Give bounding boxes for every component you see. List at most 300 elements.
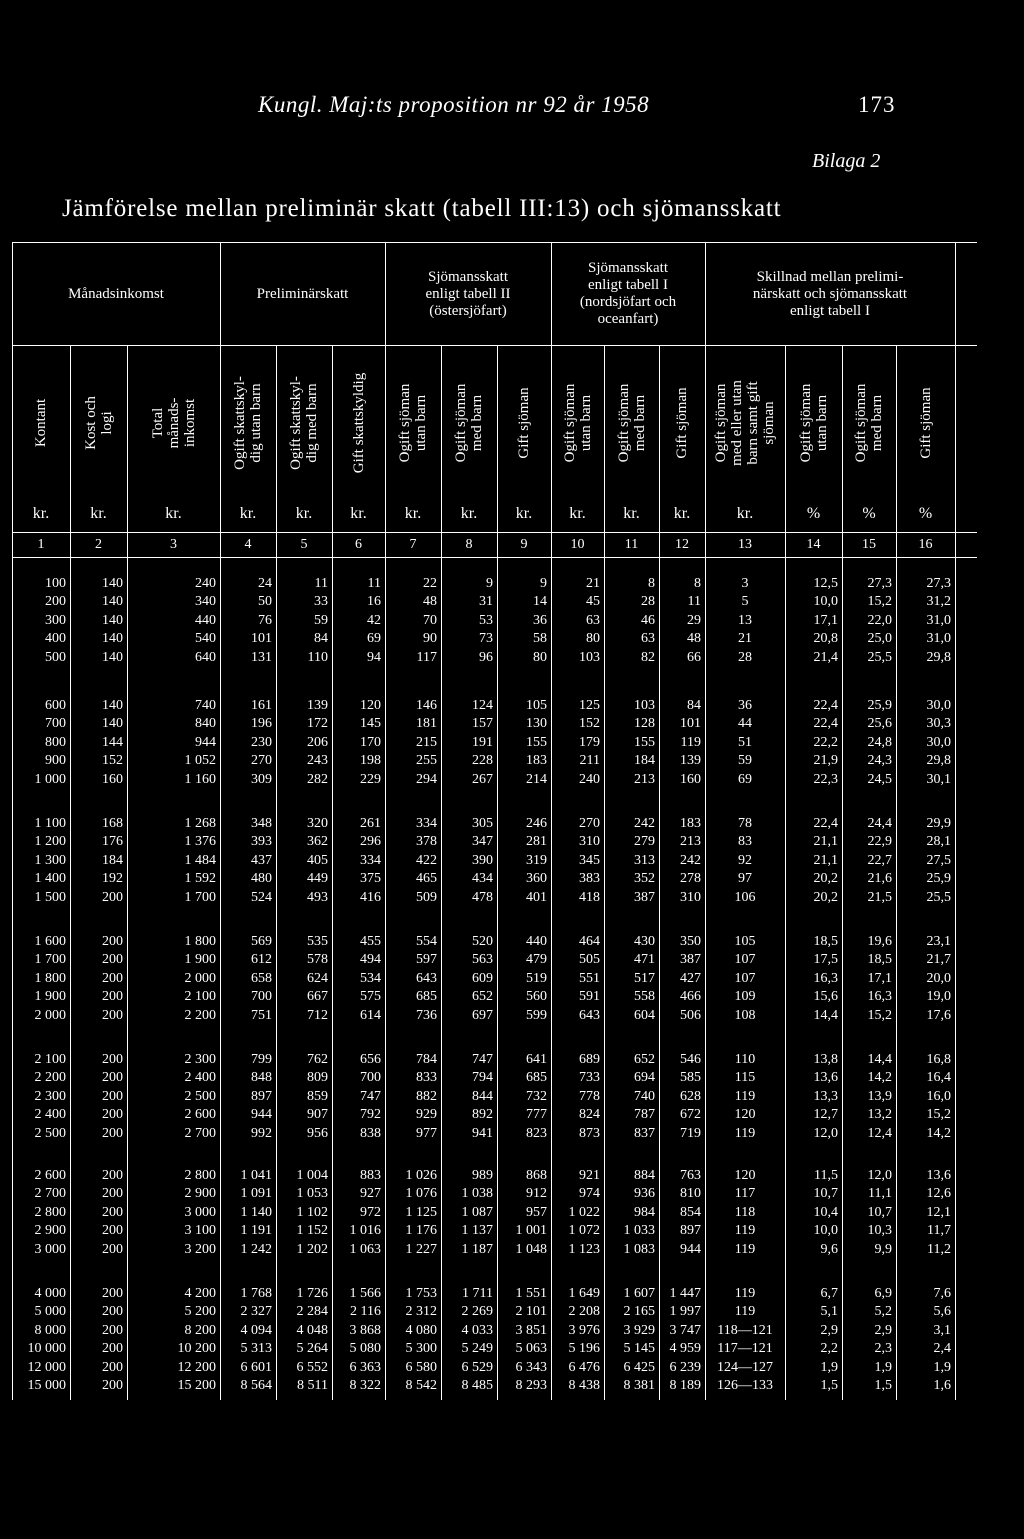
column-number: 14: [806, 537, 821, 552]
table-cell: 21,6: [867, 871, 892, 887]
table-cell: 1,6: [933, 1378, 951, 1393]
table-cell: 6 552: [296, 1359, 328, 1375]
table-cell: 51: [738, 734, 752, 750]
table-cell: 120: [734, 1107, 756, 1123]
table-cell: 1 711: [462, 1286, 493, 1301]
table-cell: 12,7: [813, 1107, 838, 1123]
table-cell: 16,0: [926, 1088, 951, 1104]
table-cell: 305: [472, 816, 493, 831]
column-header: [785, 346, 842, 500]
table-cell: 82: [641, 649, 655, 665]
table-cell: 200: [102, 1241, 123, 1257]
table-cell: 21,9: [813, 753, 838, 769]
table-cell: 418: [579, 889, 600, 905]
table-cell: 1 268: [184, 816, 216, 831]
table-cell: 957: [526, 1204, 547, 1220]
table-cell: 347: [472, 834, 493, 850]
table-cell: 118—121: [717, 1322, 773, 1338]
table-cell: 76: [258, 612, 272, 628]
table-cell: 140: [102, 612, 123, 628]
table-cell: 480: [251, 871, 272, 887]
table-cell: 200: [102, 1186, 123, 1202]
table-cell: 152: [102, 753, 123, 769]
table-cell: 53: [479, 612, 493, 628]
table-cell: 22,2: [813, 734, 838, 750]
table-cell: 9,9: [874, 1241, 892, 1257]
unit-label: kr.: [460, 505, 478, 522]
column-number: 16: [918, 537, 933, 552]
table-cell: 124—127: [717, 1359, 773, 1375]
table-cell: 110: [307, 649, 328, 665]
table-cell: 19,6: [867, 934, 892, 949]
table-cell: 12,0: [867, 1168, 892, 1183]
table-cell: 575: [360, 989, 381, 1005]
column-number: 1: [37, 537, 45, 552]
table-cell: 848: [251, 1070, 272, 1086]
table-cell: 191: [472, 734, 493, 750]
table-cell: 124: [472, 698, 493, 713]
table-cell: 1,5: [874, 1378, 892, 1393]
table-cell: 228: [472, 753, 493, 769]
table-cell: 200: [102, 1107, 123, 1123]
table-cell: 28: [738, 649, 752, 665]
table-cell: 558: [634, 989, 655, 1005]
column-header-label: Ogift skattskyl- dig med barn: [288, 376, 320, 470]
table-cell: 4 000: [34, 1286, 66, 1301]
table-cell: 140: [102, 576, 123, 591]
table-cell: 416: [360, 889, 381, 905]
table-cell: 22,4: [813, 816, 838, 831]
table-cell: 181: [416, 716, 437, 732]
table-cell: 118: [734, 1204, 756, 1220]
table-cell: 2 400: [184, 1070, 216, 1086]
table-cell: 119: [734, 1088, 756, 1104]
group-header: Sjömansskatt enligt tabell I (nordsjöfart och oceanfart): [579, 260, 677, 327]
table-cell: 784: [416, 1052, 437, 1067]
table-cell: 652: [472, 989, 493, 1005]
table-cell: 15,2: [867, 594, 892, 610]
table-cell: 509: [416, 889, 437, 905]
table-cell: 20,8: [813, 631, 838, 647]
table-cell: 184: [102, 852, 123, 868]
table-cell: 15 200: [177, 1378, 216, 1393]
table-cell: 25,0: [867, 631, 892, 647]
table-cell: 22: [423, 576, 437, 591]
table-cell: 868: [526, 1168, 547, 1183]
table-cell: 554: [416, 934, 437, 949]
table-cell: 1 048: [515, 1241, 547, 1257]
table-cell: 972: [360, 1204, 381, 1220]
column-header-label: Kontant: [33, 398, 49, 448]
table-cell: 200: [102, 1070, 123, 1086]
table-cell: 48: [423, 594, 437, 610]
table-cell: 2 700: [184, 1125, 216, 1141]
table-cell: 740: [195, 698, 216, 713]
table-cell: 3 868: [349, 1322, 381, 1338]
table-cell: 6,9: [874, 1286, 892, 1301]
column-header-label: Gift sjöman: [516, 387, 532, 459]
table-cell: 196: [251, 716, 272, 732]
table-cell: 5 000: [34, 1304, 66, 1320]
table-cell: 11,5: [814, 1168, 838, 1183]
page-number: 173: [858, 92, 896, 117]
table-cell: 84: [314, 631, 328, 647]
table-cell: 310: [579, 834, 600, 850]
table-cell: 6 363: [349, 1359, 381, 1375]
table-cell: 591: [579, 989, 600, 1005]
table-cell: 11: [314, 576, 328, 591]
table-cell: 873: [579, 1125, 600, 1141]
table-cell: 8: [694, 576, 701, 591]
table-cell: 840: [195, 716, 216, 732]
table-cell: 694: [634, 1070, 655, 1086]
table-cell: 1 200: [34, 834, 66, 850]
table-cell: 184: [634, 753, 655, 769]
column-number-rule-bottom: [12, 557, 977, 558]
table-cell: 3: [741, 576, 749, 591]
table-cell: 16: [367, 594, 381, 610]
table-cell: 944: [251, 1107, 272, 1123]
table-cell: 109: [734, 989, 756, 1005]
unit-label: kr.: [569, 505, 586, 522]
table-cell: 2 500: [34, 1125, 66, 1141]
table-cell: 1 052: [184, 753, 216, 769]
table-cell: 103: [579, 649, 600, 665]
table-cell: 534: [360, 970, 381, 986]
table-cell: 20,0: [926, 970, 951, 986]
table-cell: 14,4: [813, 1007, 838, 1023]
table-cell: 1 001: [515, 1223, 547, 1239]
table-cell: 390: [472, 852, 493, 868]
table-cell: 8 438: [568, 1378, 600, 1393]
table-cell: 3 747: [669, 1322, 701, 1338]
table-cell: 599: [526, 1007, 547, 1023]
table-cell: 200: [102, 934, 123, 949]
table-cell: 140: [102, 716, 123, 732]
table-cell: 23,1: [926, 934, 951, 949]
table-cell: 59: [738, 753, 752, 769]
table-cell: 92: [738, 852, 752, 868]
table-cell: 8 189: [669, 1378, 701, 1393]
table-cell: 240: [579, 771, 600, 787]
column-number: 8: [465, 537, 473, 552]
table-cell: 21: [586, 576, 600, 591]
table-cell: 1 753: [405, 1286, 437, 1301]
running-head: [0, 92, 1024, 122]
table-cell: 255: [416, 753, 437, 769]
table-cell: 944: [680, 1241, 701, 1257]
column-header: [896, 346, 955, 500]
column-number: 15: [862, 537, 876, 552]
table-cell: 119: [680, 734, 701, 750]
table-cell: 94: [367, 649, 381, 665]
table-cell: 4 094: [240, 1322, 272, 1338]
table-cell: 48: [687, 631, 701, 647]
table-cell: 614: [360, 1007, 381, 1023]
table-cell: 27,5: [926, 852, 951, 868]
table-cell: 200: [102, 1341, 123, 1357]
table-cell: 494: [360, 952, 381, 968]
table-cell: 794: [472, 1070, 493, 1086]
table-cell: 214: [526, 771, 547, 787]
unit-label: kr.: [239, 505, 257, 522]
table-cell: 643: [416, 970, 437, 986]
table-cell: 1,9: [933, 1359, 951, 1375]
table-cell: 50: [258, 594, 272, 610]
table-cell: 1 768: [240, 1286, 272, 1301]
table-cell: 29,8: [926, 753, 951, 769]
table-cell: 16,3: [813, 970, 838, 986]
table-cell: 140: [102, 649, 123, 665]
table-cell: 405: [307, 852, 328, 868]
table-cell: 200: [102, 1359, 123, 1375]
table-cell: 119: [734, 1223, 756, 1239]
table-cell: 83: [738, 834, 752, 850]
column-header-label: Gift sjöman: [674, 387, 690, 459]
column-header-label: Ogift sjöman med barn: [453, 383, 485, 463]
table-cell: 4 048: [296, 1322, 328, 1338]
table-cell: 6 239: [669, 1359, 701, 1375]
table-cell: 9: [486, 576, 493, 591]
table-cell: 17,1: [867, 970, 892, 986]
table-cell: 9: [540, 576, 547, 591]
table-cell: 14,4: [867, 1052, 892, 1067]
table-cell: 200: [102, 952, 123, 968]
table-cell: 7,6: [933, 1286, 951, 1301]
unit-label: %: [806, 505, 821, 522]
table-cell: 29,8: [926, 649, 951, 665]
table-cell: 733: [579, 1070, 600, 1086]
column-header-label: Ogift sjöman utan barn: [797, 383, 830, 463]
table-cell: 15,2: [867, 1007, 892, 1023]
table-cell: 1 227: [405, 1241, 437, 1257]
table-cell: 139: [680, 753, 701, 769]
table-cell: 2 400: [34, 1107, 66, 1123]
table-cell: 8 542: [405, 1378, 437, 1393]
unit-label: kr.: [623, 505, 640, 522]
table-cell: 13: [738, 612, 752, 628]
table-cell: 309: [251, 771, 272, 787]
column-number-rule-top: [12, 532, 977, 533]
appendix-label: Bilaga 2: [812, 150, 881, 172]
table-cell: 535: [307, 934, 328, 949]
table-cell: 2 000: [184, 970, 216, 986]
table-cell: 4 080: [405, 1322, 437, 1338]
table-cell: 517: [634, 970, 655, 986]
table-cell: 506: [680, 1007, 701, 1023]
table-cell: 21,1: [813, 834, 838, 850]
table-cell: 1 484: [184, 852, 216, 868]
table-cell: 5,6: [933, 1304, 951, 1320]
column-header: [12, 346, 70, 500]
table-cell: 1 076: [405, 1186, 437, 1202]
table-cell: 30,1: [926, 771, 951, 787]
table-cell: 300: [45, 612, 66, 628]
table-cell: 160: [102, 771, 123, 787]
table-cell: 1 072: [568, 1223, 600, 1239]
table-cell: 2 600: [184, 1107, 216, 1123]
table-cell: 200: [102, 1322, 123, 1338]
table-cell: 6,7: [820, 1286, 838, 1301]
table-cell: 1 063: [349, 1241, 381, 1257]
table-cell: 45: [586, 594, 600, 610]
table-cell: 140: [102, 594, 123, 610]
table-cell: 12,4: [867, 1125, 892, 1141]
table-cell: 21: [738, 631, 752, 647]
table-cell: 183: [680, 816, 701, 831]
table-cell: 20,2: [813, 889, 838, 905]
table-cell: 672: [680, 1107, 701, 1123]
table-cell: 809: [307, 1070, 328, 1086]
table-cell: 3 000: [34, 1241, 66, 1257]
table-cell: 519: [526, 970, 547, 986]
table-cell: 747: [472, 1052, 493, 1067]
table-cell: 449: [307, 871, 328, 887]
table-cell: 8 381: [623, 1378, 655, 1393]
table-cell: 20,2: [813, 871, 838, 887]
table-cell: 1 566: [349, 1286, 381, 1301]
table-cell: 520: [472, 934, 493, 949]
table-cell: 31: [479, 594, 493, 610]
table-cell: 107: [734, 970, 756, 986]
table-cell: 15,6: [813, 989, 838, 1005]
table-cell: 69: [738, 771, 752, 787]
table-cell: 5,2: [874, 1304, 892, 1320]
table-cell: 6 601: [240, 1359, 272, 1375]
column-header: [70, 346, 127, 500]
table-cell: 2 300: [34, 1088, 66, 1104]
table-cell: 2 900: [184, 1186, 216, 1202]
table-cell: 883: [360, 1168, 381, 1183]
table-cell: 641: [526, 1052, 547, 1067]
table-cell: 5 063: [515, 1341, 547, 1357]
table-cell: 31,0: [926, 631, 951, 647]
column-header: [332, 346, 385, 500]
table-cell: 157: [472, 716, 493, 732]
table-cell: 833: [416, 1070, 437, 1086]
table-cell: 3,1: [933, 1322, 951, 1338]
table-cell: 119: [734, 1241, 756, 1257]
table-cell: 689: [579, 1052, 600, 1067]
table-cell: 22,4: [813, 716, 838, 732]
table-cell: 1 800: [184, 934, 216, 949]
table-cell: 360: [526, 871, 547, 887]
table-cell: 700: [360, 1070, 381, 1086]
table-cell: 9,6: [820, 1241, 838, 1257]
table-cell: 30,3: [926, 716, 951, 732]
table-cell: 120: [734, 1168, 756, 1183]
column-rule: [955, 242, 956, 1400]
table-cell: 46: [641, 612, 655, 628]
table-cell: 296: [360, 834, 381, 850]
table-cell: 762: [307, 1052, 328, 1067]
column-number: 2: [95, 537, 102, 552]
table-cell: 1 083: [623, 1241, 655, 1257]
unit-label: kr.: [350, 505, 367, 522]
table-cell: 119: [734, 1304, 756, 1320]
table-cell: 14: [533, 594, 547, 610]
table-cell: 2,9: [820, 1322, 838, 1338]
table-cell: 2,4: [933, 1341, 951, 1357]
table-cell: 471: [634, 952, 655, 968]
table-cell: 242: [680, 852, 701, 868]
table-cell: 464: [579, 934, 600, 949]
table-cell: 21,4: [813, 649, 838, 665]
table-cell: 281: [526, 834, 547, 850]
table-cell: 2 900: [34, 1223, 66, 1239]
table-cell: 340: [195, 594, 216, 610]
table-cell: 12 000: [27, 1359, 66, 1375]
table-cell: 8 200: [184, 1322, 216, 1338]
table-cell: 261: [360, 816, 381, 831]
table-cell: 320: [307, 816, 328, 831]
table-cell: 897: [680, 1223, 701, 1239]
table-cell: 5 080: [349, 1341, 381, 1357]
running-title: Kungl. Maj:ts proposition nr 92 år 1958: [258, 92, 650, 117]
table-cell: 16,3: [867, 989, 892, 1005]
table-cell: 956: [307, 1125, 328, 1141]
table-cell: 101: [680, 716, 701, 732]
table-cell: 1 800: [34, 970, 66, 986]
table-cell: 658: [251, 970, 272, 986]
table-cell: 24,5: [867, 771, 892, 787]
table-cell: 160: [680, 771, 701, 787]
table-cell: 437: [251, 852, 272, 868]
table-cell: 1 160: [184, 771, 216, 787]
table-cell: 685: [416, 989, 437, 1005]
table-cell: 278: [680, 871, 701, 887]
unit-label: kr.: [90, 505, 107, 522]
table-cell: 600: [45, 698, 66, 713]
table-cell: 44: [738, 716, 752, 732]
column-header-label: Kost och logi: [82, 396, 115, 450]
column-header-label: Ogift skattskyl- dig utan barn: [232, 376, 264, 470]
group-header: Månadsinkomst: [68, 285, 164, 302]
table-cell: 172: [307, 716, 328, 732]
table-cell: 130: [526, 716, 547, 732]
table-cell: 563: [472, 952, 493, 968]
table-cell: 70: [423, 612, 437, 628]
table-cell: 139: [307, 698, 328, 713]
table-cell: 17,6: [926, 1007, 951, 1023]
table-cell: 21,1: [813, 852, 838, 868]
table-cell: 120: [360, 698, 381, 713]
table-top-rule: [12, 242, 977, 243]
table-cell: 8 000: [34, 1322, 66, 1338]
table-cell: 740: [634, 1088, 655, 1104]
table-cell: 3 976: [568, 1322, 600, 1338]
table-cell: 27,3: [926, 576, 951, 591]
group-header: Sjömansskatt enligt tabell II (östersjöfart): [425, 268, 511, 319]
table-cell: 6 343: [515, 1359, 547, 1375]
table-cell: 69: [367, 631, 381, 647]
table-cell: 101: [251, 631, 272, 647]
table-cell: 2 327: [240, 1304, 272, 1320]
table-cell: 1,9: [874, 1359, 892, 1375]
table-cell: 907: [307, 1107, 328, 1123]
table-cell: 1 091: [240, 1186, 272, 1202]
table-cell: 792: [360, 1107, 381, 1123]
table-cell: 15,2: [926, 1107, 951, 1123]
table-cell: 465: [416, 871, 437, 887]
table-cell: 624: [307, 970, 328, 986]
table-cell: 29,9: [926, 816, 951, 831]
table-cell: 15 000: [27, 1378, 66, 1393]
table-cell: 751: [251, 1007, 272, 1023]
table-cell: 8 564: [240, 1378, 272, 1393]
table-cell: 2 165: [623, 1304, 655, 1320]
unit-label: kr.: [736, 505, 754, 522]
